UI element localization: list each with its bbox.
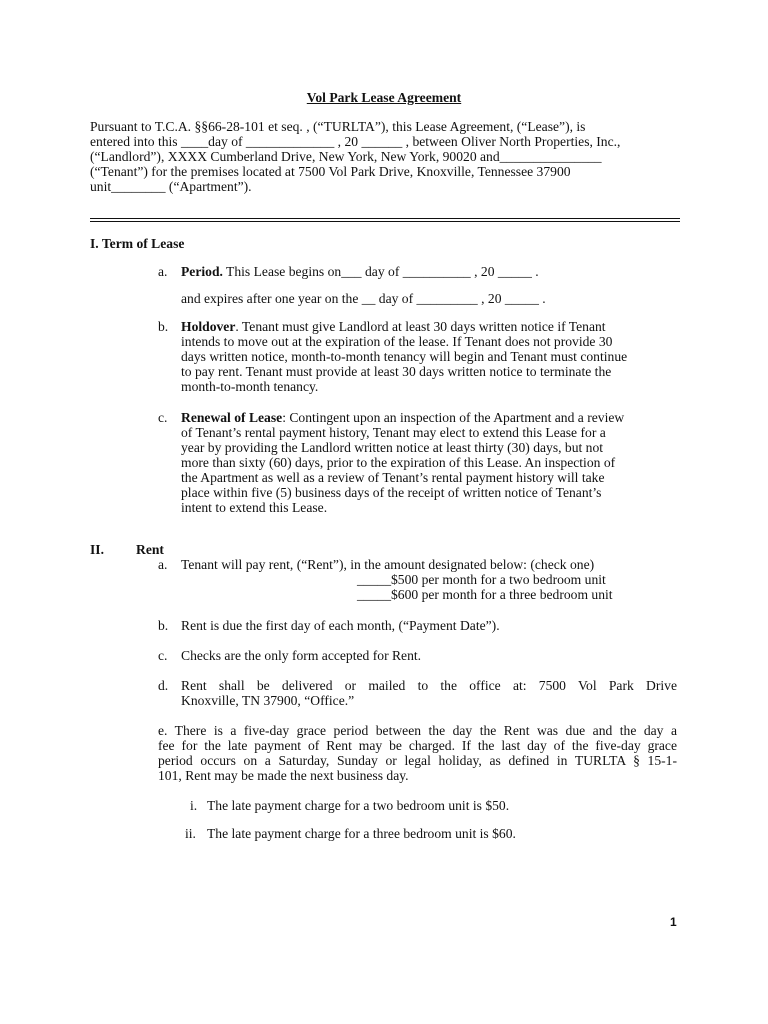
holdover-line: days written notice, month-to-month tenancy will begin and Tenant must continue	[181, 349, 628, 364]
document-title: Vol Park Lease Agreement	[306, 90, 462, 105]
grace-line: fee for the late payment of Rent may be charged. If the last day of the five-day grace	[158, 738, 677, 753]
item-marker: d.	[158, 678, 169, 693]
grace-period-clause	[158, 723, 677, 783]
section-heading-rent: Rent	[136, 542, 164, 557]
item-marker: ii.	[185, 826, 196, 841]
holdover-label: Holdover	[181, 319, 236, 334]
item-marker: i.	[190, 798, 198, 813]
renewal-line: more than sixty (60) days, prior to the expiration of this Lease. An inspection of	[181, 455, 616, 470]
holdover-line: month-to-month tenancy.	[181, 379, 319, 394]
renewal-line: of Tenant’s rental payment history, Tenant may elect to extend this Lease for a	[181, 425, 606, 440]
renewal-clause	[181, 410, 624, 515]
payment-date-text: Rent is due the first day of each month, (“Payment Date”).	[181, 618, 500, 633]
grace-line: e. There is a five-day grace period between the day the Rent was due and the day a	[158, 723, 677, 738]
intro-line: unit________ (“Apartment”).	[90, 179, 252, 194]
checks-text: Checks are the only form accepted for Rent.	[181, 648, 422, 663]
grace-line: period occurs on a Saturday, Sunday or legal holiday, as defined in TURLTA § 15-1-	[158, 753, 677, 768]
holdover-text: . Tenant must give Landlord at least 30 days written notice if Tenant	[235, 319, 606, 334]
late-charge-two-bedroom: The late payment charge for a two bedroom unit is $50.	[207, 798, 510, 813]
renewal-label: Renewal of Lease	[181, 410, 283, 425]
rent-amount-text: Tenant will pay rent, (“Rent”), in the amount designated below: (check one)	[181, 557, 595, 572]
intro-line: entered into this ____day of _____________ , 20 ______ , between Oliver North Properties, Inc.,	[90, 134, 621, 149]
item-marker: a.	[158, 264, 168, 279]
intro-line: Pursuant to T.C.A. §§66-28-101 et seq. , (“TURLTA”), this Lease Agreement, (“Lease”), is	[90, 119, 586, 134]
intro-line: (“Tenant”) for the premises located at 7500 Vol Park Drive, Knoxville, Tennessee 37900	[90, 164, 571, 179]
item-marker: a.	[158, 557, 168, 572]
delivery-line: Knoxville, TN 37900, “Office.”	[181, 693, 355, 708]
item-marker: c.	[158, 648, 168, 663]
divider-rule-top	[90, 218, 680, 219]
period-expiry-line: and expires after one year on the __ day of _________ , 20 _____ .	[181, 291, 546, 306]
period-label: Period.	[181, 264, 223, 279]
renewal-text: : Contingent upon an inspection of the Apartment and a review	[282, 410, 625, 425]
intro-paragraph	[90, 119, 620, 194]
section-heading-term: I. Term of Lease	[90, 236, 185, 251]
late-charge-three-bedroom: The late payment charge for a three bedroom unit is $60.	[207, 826, 516, 841]
renewal-line: place within five (5) business days of the receipt of written notice of Tenant’s	[181, 485, 602, 500]
renewal-line: the Apartment as well as a review of Tenant’s rental payment history will take	[181, 470, 605, 485]
page-number: 1	[670, 915, 677, 929]
period-clause	[181, 264, 539, 279]
holdover-line: intends to move out at the expiration of the lease. If Tenant does not provide 30	[181, 334, 613, 349]
item-marker: c.	[158, 410, 168, 425]
intro-line: (“Landlord”), XXXX Cumberland Drive, New York, New York, 90020 and_______________	[90, 149, 602, 164]
rent-option-two-bedroom: _____$500 per month for a two bedroom unit	[357, 572, 606, 587]
delivery-clause	[181, 678, 677, 693]
holdover-line: to pay rent. Tenant must provide at least 30 days written notice to terminate the	[181, 364, 612, 379]
rent-option-three-bedroom: _____$600 per month for a three bedroom unit	[357, 587, 613, 602]
renewal-line: intent to extend this Lease.	[181, 500, 328, 515]
grace-line: 101, Rent may be made the next business day.	[158, 768, 409, 783]
delivery-line: Rent shall be delivered or mailed to the office at: 7500 Vol Park Drive	[181, 678, 677, 693]
renewal-line: year by providing the Landlord written notice at least thirty (30) days, but not	[181, 440, 604, 455]
period-text: This Lease begins on___ day of __________ , 20 _____ .	[222, 264, 539, 279]
section-number-rent: II.	[90, 542, 104, 557]
divider-rule-bottom	[90, 221, 680, 222]
item-marker: b.	[158, 319, 169, 334]
holdover-clause	[181, 319, 627, 394]
item-marker: b.	[158, 618, 169, 633]
